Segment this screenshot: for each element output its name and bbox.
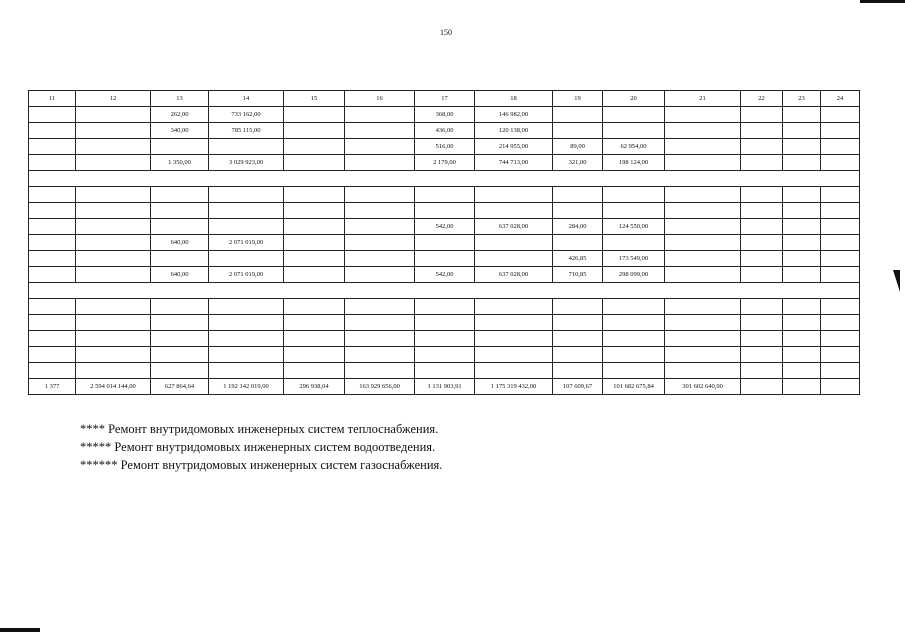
table-cell bbox=[665, 331, 741, 347]
table-cell: 542,00 bbox=[415, 267, 475, 283]
table-cell bbox=[151, 187, 209, 203]
table-cell bbox=[741, 331, 783, 347]
table-cell: 516,00 bbox=[415, 139, 475, 155]
table-cell: 2 071 019,00 bbox=[209, 267, 284, 283]
table-cell bbox=[783, 299, 821, 315]
table-cell bbox=[741, 267, 783, 283]
table-cell bbox=[76, 331, 151, 347]
table-cell: 1 192 142 019,00 bbox=[209, 379, 284, 395]
table-cell bbox=[345, 123, 415, 139]
table-cell bbox=[475, 363, 553, 379]
table-cell bbox=[553, 235, 603, 251]
table-cell bbox=[415, 187, 475, 203]
table-cell bbox=[603, 235, 665, 251]
table-row bbox=[29, 235, 860, 251]
column-header: 23 bbox=[783, 91, 821, 107]
table-cell bbox=[783, 107, 821, 123]
column-header: 11 bbox=[29, 91, 76, 107]
column-header: 15 bbox=[284, 91, 345, 107]
table-cell bbox=[553, 363, 603, 379]
table-cell bbox=[29, 267, 76, 283]
table-cell bbox=[151, 363, 209, 379]
table-cell bbox=[665, 347, 741, 363]
table-cell bbox=[76, 267, 151, 283]
table-cell bbox=[76, 315, 151, 331]
table-cell: 173 549,00 bbox=[603, 251, 665, 267]
table-cell bbox=[345, 267, 415, 283]
table-cell bbox=[76, 107, 151, 123]
table-cell bbox=[284, 267, 345, 283]
table-cell bbox=[29, 203, 76, 219]
section-divider-row bbox=[29, 171, 860, 187]
table-cell bbox=[783, 251, 821, 267]
footnote-water-drainage: ***** Ремонт внутридомовых инженерных систем водоотведения. bbox=[80, 440, 436, 454]
table-row bbox=[29, 155, 860, 171]
table-cell bbox=[345, 203, 415, 219]
table-cell: 1 377 bbox=[29, 379, 76, 395]
table-cell bbox=[821, 107, 860, 123]
table-row bbox=[29, 267, 860, 283]
table-cell bbox=[603, 299, 665, 315]
table-cell bbox=[783, 379, 821, 395]
table-cell: 1 175 319 432,00 bbox=[475, 379, 553, 395]
table-cell bbox=[821, 379, 860, 395]
table-cell: 146 982,00 bbox=[475, 107, 553, 123]
table-cell bbox=[284, 363, 345, 379]
table-cell bbox=[665, 299, 741, 315]
table-cell bbox=[345, 251, 415, 267]
table-cell bbox=[741, 203, 783, 219]
table-cell bbox=[29, 123, 76, 139]
table-cell bbox=[783, 363, 821, 379]
table-cell bbox=[151, 331, 209, 347]
table-row bbox=[29, 379, 860, 395]
table-cell: 637 028,00 bbox=[475, 219, 553, 235]
table-cell bbox=[29, 235, 76, 251]
table-cell bbox=[665, 139, 741, 155]
column-header: 24 bbox=[821, 91, 860, 107]
table-cell bbox=[29, 219, 76, 235]
table-cell bbox=[76, 139, 151, 155]
header-row bbox=[29, 91, 860, 107]
table-cell bbox=[209, 363, 284, 379]
table-cell bbox=[603, 187, 665, 203]
table-cell bbox=[783, 315, 821, 331]
table-cell bbox=[821, 299, 860, 315]
table-cell bbox=[665, 123, 741, 139]
column-header: 19 bbox=[553, 91, 603, 107]
table-cell: 710,85 bbox=[553, 267, 603, 283]
table-cell: 542,00 bbox=[415, 219, 475, 235]
table-cell: 2 179,00 bbox=[415, 155, 475, 171]
table-cell bbox=[151, 347, 209, 363]
column-header: 20 bbox=[603, 91, 665, 107]
table-cell bbox=[76, 155, 151, 171]
table-cell bbox=[76, 235, 151, 251]
table-cell bbox=[741, 363, 783, 379]
table-cell bbox=[665, 155, 741, 171]
table-row bbox=[29, 187, 860, 203]
table-cell: 301 602 640,00 bbox=[665, 379, 741, 395]
table-cell bbox=[415, 203, 475, 219]
table-cell bbox=[665, 315, 741, 331]
table-cell bbox=[345, 219, 415, 235]
table-cell bbox=[76, 219, 151, 235]
table-cell bbox=[209, 139, 284, 155]
table-cell bbox=[284, 123, 345, 139]
table-cell: 436,00 bbox=[415, 123, 475, 139]
table-cell: 1 131 903,91 bbox=[415, 379, 475, 395]
table-cell bbox=[151, 315, 209, 331]
section-divider-cell bbox=[29, 171, 860, 187]
table-cell: 262,00 bbox=[151, 107, 209, 123]
table-cell: 214 955,00 bbox=[475, 139, 553, 155]
table-cell bbox=[76, 363, 151, 379]
table-row bbox=[29, 219, 860, 235]
table-cell bbox=[345, 107, 415, 123]
scan-mark-top-right bbox=[860, 0, 905, 3]
table-cell bbox=[783, 155, 821, 171]
table-cell: 124 550,00 bbox=[603, 219, 665, 235]
data-table bbox=[28, 90, 860, 395]
footnotes bbox=[80, 420, 442, 474]
table-cell bbox=[29, 251, 76, 267]
table-cell bbox=[665, 363, 741, 379]
table-cell bbox=[345, 235, 415, 251]
table-cell bbox=[665, 235, 741, 251]
table-cell: 321,00 bbox=[553, 155, 603, 171]
table-cell bbox=[821, 251, 860, 267]
table-cell bbox=[29, 187, 76, 203]
table-cell bbox=[415, 315, 475, 331]
table-cell bbox=[741, 235, 783, 251]
table-row bbox=[29, 107, 860, 123]
table-cell bbox=[209, 331, 284, 347]
table-cell bbox=[284, 331, 345, 347]
table-cell bbox=[783, 123, 821, 139]
table-cell bbox=[741, 315, 783, 331]
table-cell bbox=[29, 155, 76, 171]
table-cell bbox=[475, 251, 553, 267]
table-cell bbox=[741, 299, 783, 315]
table-cell bbox=[741, 123, 783, 139]
table-cell bbox=[284, 107, 345, 123]
table-cell bbox=[783, 331, 821, 347]
table-cell bbox=[603, 331, 665, 347]
table-cell bbox=[76, 203, 151, 219]
table-cell bbox=[553, 187, 603, 203]
table-cell bbox=[284, 235, 345, 251]
table-cell bbox=[415, 251, 475, 267]
table-cell bbox=[415, 235, 475, 251]
section-divider-cell bbox=[29, 283, 860, 299]
table-row bbox=[29, 331, 860, 347]
table-cell bbox=[553, 315, 603, 331]
table-cell bbox=[783, 187, 821, 203]
table-cell bbox=[345, 315, 415, 331]
table-cell bbox=[209, 315, 284, 331]
table-cell bbox=[415, 363, 475, 379]
table-cell bbox=[29, 363, 76, 379]
table-cell bbox=[209, 203, 284, 219]
table-cell bbox=[29, 315, 76, 331]
table-cell: 733 162,00 bbox=[209, 107, 284, 123]
table-cell bbox=[665, 251, 741, 267]
table-cell bbox=[821, 139, 860, 155]
table-cell bbox=[821, 363, 860, 379]
table-cell bbox=[783, 235, 821, 251]
section-divider-row bbox=[29, 283, 860, 299]
table-cell: 368,00 bbox=[415, 107, 475, 123]
table-cell bbox=[345, 331, 415, 347]
table-cell bbox=[553, 203, 603, 219]
table-cell bbox=[151, 219, 209, 235]
table-cell: 284,00 bbox=[553, 219, 603, 235]
table-cell bbox=[29, 331, 76, 347]
table-cell bbox=[345, 155, 415, 171]
table-cell: 637 028,00 bbox=[475, 267, 553, 283]
table-cell: 3 029 923,00 bbox=[209, 155, 284, 171]
table-cell: 120 138,00 bbox=[475, 123, 553, 139]
table-cell bbox=[553, 299, 603, 315]
footnote-gas-supply: ****** Ремонт внутридомовых инженерных систем газоснабжения. bbox=[80, 458, 443, 472]
table-cell bbox=[821, 267, 860, 283]
table-cell bbox=[151, 139, 209, 155]
table-row bbox=[29, 139, 860, 155]
table-cell bbox=[603, 203, 665, 219]
table-cell bbox=[76, 123, 151, 139]
table-cell bbox=[76, 251, 151, 267]
table-cell bbox=[741, 155, 783, 171]
table-cell bbox=[284, 187, 345, 203]
table-cell bbox=[475, 235, 553, 251]
table-cell bbox=[821, 315, 860, 331]
column-header: 13 bbox=[151, 91, 209, 107]
table-cell bbox=[345, 187, 415, 203]
table-row bbox=[29, 123, 860, 139]
table-cell bbox=[665, 219, 741, 235]
table-cell: 426,85 bbox=[553, 251, 603, 267]
table-cell bbox=[603, 315, 665, 331]
table-cell bbox=[475, 187, 553, 203]
column-header: 21 bbox=[665, 91, 741, 107]
table-cell bbox=[284, 347, 345, 363]
table-cell bbox=[741, 251, 783, 267]
table-row bbox=[29, 315, 860, 331]
table-cell bbox=[209, 187, 284, 203]
table-cell bbox=[151, 203, 209, 219]
scan-mark-bottom-left bbox=[0, 628, 40, 632]
column-header: 16 bbox=[345, 91, 415, 107]
table-cell bbox=[475, 347, 553, 363]
table-row bbox=[29, 347, 860, 363]
table-cell: 340,00 bbox=[151, 123, 209, 139]
table-cell bbox=[284, 219, 345, 235]
table-cell: 101 682 675,84 bbox=[603, 379, 665, 395]
table-cell bbox=[821, 331, 860, 347]
table-cell bbox=[76, 299, 151, 315]
table-cell bbox=[603, 107, 665, 123]
table-cell bbox=[741, 347, 783, 363]
table-cell bbox=[475, 299, 553, 315]
table-cell bbox=[284, 139, 345, 155]
table-cell bbox=[553, 123, 603, 139]
table-cell bbox=[475, 331, 553, 347]
table-cell bbox=[415, 347, 475, 363]
table-cell bbox=[821, 235, 860, 251]
table-cell bbox=[783, 347, 821, 363]
column-header: 18 bbox=[475, 91, 553, 107]
table-cell bbox=[345, 347, 415, 363]
table-cell bbox=[741, 107, 783, 123]
table-cell bbox=[665, 107, 741, 123]
table-cell bbox=[345, 139, 415, 155]
table-cell bbox=[345, 363, 415, 379]
table-cell bbox=[741, 139, 783, 155]
table-cell bbox=[415, 331, 475, 347]
table-row bbox=[29, 251, 860, 267]
table-cell bbox=[821, 219, 860, 235]
table-cell: 2 071 019,00 bbox=[209, 235, 284, 251]
table-row bbox=[29, 299, 860, 315]
table-cell bbox=[209, 219, 284, 235]
table-cell bbox=[284, 315, 345, 331]
footnote-heat-supply: **** Ремонт внутридомовых инженерных систем теплоснабжения. bbox=[80, 422, 439, 436]
table-cell bbox=[415, 299, 475, 315]
column-header: 12 bbox=[76, 91, 151, 107]
table-cell bbox=[553, 331, 603, 347]
table-cell: 89,00 bbox=[553, 139, 603, 155]
table-cell bbox=[783, 139, 821, 155]
table-cell: 1 350,00 bbox=[151, 155, 209, 171]
table-cell: 296 938,04 bbox=[284, 379, 345, 395]
column-header: 17 bbox=[415, 91, 475, 107]
table-cell bbox=[209, 347, 284, 363]
table-cell bbox=[553, 347, 603, 363]
table-cell: 298 099,00 bbox=[603, 267, 665, 283]
table-cell bbox=[741, 187, 783, 203]
table-cell bbox=[284, 251, 345, 267]
table-cell bbox=[29, 299, 76, 315]
table-cell: 640,00 bbox=[151, 267, 209, 283]
table-cell bbox=[553, 107, 603, 123]
table-cell bbox=[665, 203, 741, 219]
table-cell bbox=[29, 107, 76, 123]
table-cell: 2 594 014 144,00 bbox=[76, 379, 151, 395]
table-cell bbox=[603, 347, 665, 363]
scan-mark-right-edge bbox=[893, 270, 900, 292]
table-cell bbox=[741, 379, 783, 395]
table-cell bbox=[151, 251, 209, 267]
table-cell bbox=[821, 123, 860, 139]
table-row bbox=[29, 203, 860, 219]
column-header: 14 bbox=[209, 91, 284, 107]
column-header: 22 bbox=[741, 91, 783, 107]
table-cell: 640,00 bbox=[151, 235, 209, 251]
table-cell bbox=[821, 347, 860, 363]
table-cell bbox=[783, 203, 821, 219]
table-cell bbox=[665, 187, 741, 203]
table-cell bbox=[821, 155, 860, 171]
table-cell: 627 864,64 bbox=[151, 379, 209, 395]
table-cell bbox=[821, 203, 860, 219]
table-row bbox=[29, 363, 860, 379]
table-cell bbox=[821, 187, 860, 203]
table-cell bbox=[665, 267, 741, 283]
table-cell bbox=[29, 139, 76, 155]
table-cell bbox=[29, 347, 76, 363]
table-cell bbox=[284, 155, 345, 171]
table-cell bbox=[209, 251, 284, 267]
table-cell bbox=[76, 187, 151, 203]
table-cell: 198 124,00 bbox=[603, 155, 665, 171]
table-cell: 62 954,00 bbox=[603, 139, 665, 155]
table-cell: 785 115,00 bbox=[209, 123, 284, 139]
table-cell bbox=[603, 363, 665, 379]
table-cell bbox=[783, 219, 821, 235]
table-cell bbox=[151, 299, 209, 315]
page-number: 150 bbox=[440, 28, 452, 37]
table-cell: 163 929 656,00 bbox=[345, 379, 415, 395]
table-cell bbox=[284, 203, 345, 219]
table-cell: 107 609,67 bbox=[553, 379, 603, 395]
table-cell bbox=[475, 315, 553, 331]
table-cell bbox=[475, 203, 553, 219]
table-cell bbox=[284, 299, 345, 315]
table-cell bbox=[76, 347, 151, 363]
table-cell bbox=[783, 267, 821, 283]
table-cell bbox=[603, 123, 665, 139]
table-cell bbox=[741, 219, 783, 235]
table-cell: 744 713,00 bbox=[475, 155, 553, 171]
table-cell bbox=[345, 299, 415, 315]
table-cell bbox=[209, 299, 284, 315]
